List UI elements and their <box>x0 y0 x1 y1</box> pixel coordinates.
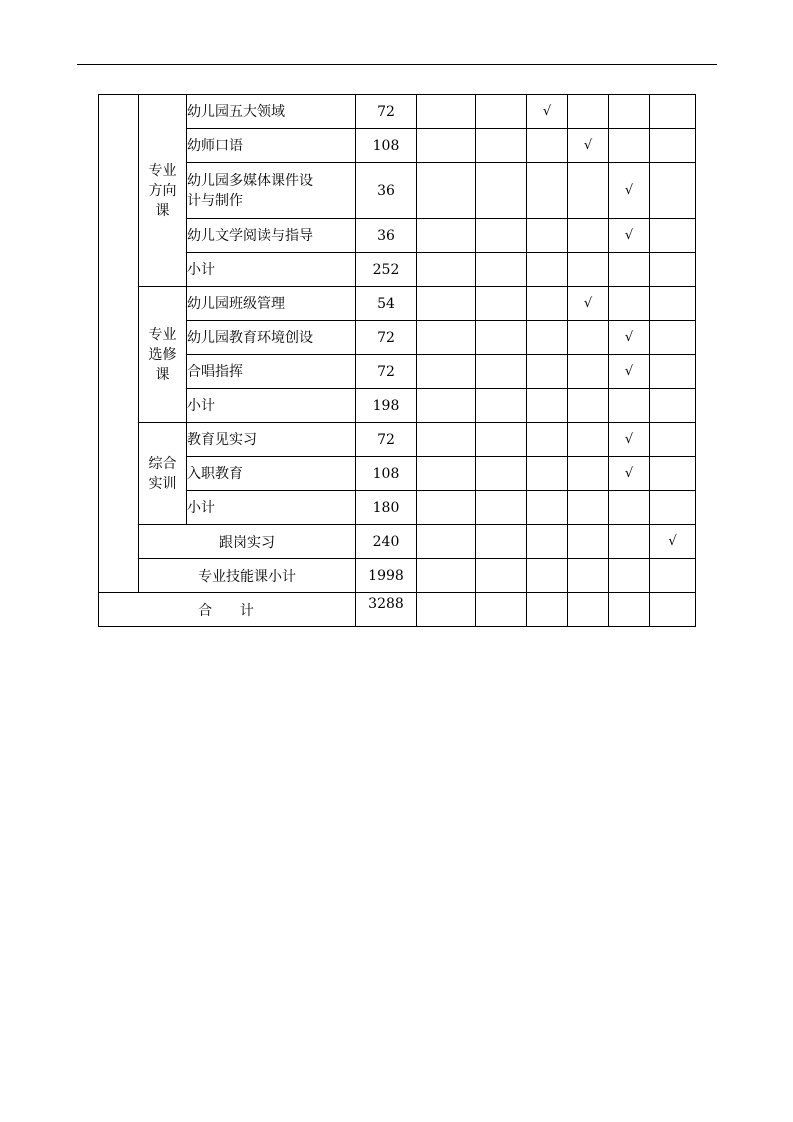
term-cell <box>568 423 609 457</box>
course-name: 入职教育 <box>187 457 356 491</box>
term-cell <box>650 491 696 525</box>
term-cell <box>568 219 609 253</box>
term-cell <box>568 95 609 129</box>
grand-total-label: 合 计 <box>99 593 356 627</box>
term-cell <box>417 423 476 457</box>
term-cell <box>609 389 650 423</box>
course-hours: 72 <box>356 355 417 389</box>
subtotal-label: 小计 <box>187 389 356 423</box>
term-cell <box>527 491 568 525</box>
course-hours: 108 <box>356 129 417 163</box>
term-cell <box>650 129 696 163</box>
term-cell <box>568 389 609 423</box>
term-cell <box>568 593 609 627</box>
skill-subtotal-label: 专业技能课小计 <box>139 559 356 593</box>
term-cell <box>609 219 650 253</box>
term-cell <box>650 593 696 627</box>
header-rule <box>77 64 717 65</box>
table-row <box>99 321 696 355</box>
term-cell <box>527 593 568 627</box>
grand-total-hours: 3288 <box>356 593 417 627</box>
term-cell <box>609 95 650 129</box>
term-cell <box>527 95 568 129</box>
term-cell <box>568 321 609 355</box>
table-row <box>99 253 696 287</box>
term-cell <box>609 163 650 219</box>
table-row <box>99 525 696 559</box>
term-cell <box>527 389 568 423</box>
term-cell <box>568 163 609 219</box>
term-cell <box>568 457 609 491</box>
group-practice: 综合 实训 <box>139 423 187 525</box>
term-cell <box>476 423 527 457</box>
group-direction: 专业 方向 课 <box>139 95 187 287</box>
term-cell <box>527 287 568 321</box>
check-mark: √ <box>668 534 677 549</box>
course-name: 教育见实习 <box>187 423 356 457</box>
course-name: 幼儿园五大领域 <box>187 95 356 129</box>
check-mark: √ <box>624 466 634 481</box>
term-cell <box>527 219 568 253</box>
term-cell <box>476 491 527 525</box>
course-hours: 252 <box>356 253 417 287</box>
term-cell <box>527 129 568 163</box>
internship-label: 跟岗实习 <box>139 525 356 559</box>
term-cell <box>650 525 696 559</box>
term-cell <box>476 95 527 129</box>
term-cell <box>609 253 650 287</box>
term-cell <box>650 559 696 593</box>
term-cell <box>609 491 650 525</box>
course-hours: 198 <box>356 389 417 423</box>
term-cell <box>417 559 476 593</box>
term-cell <box>417 253 476 287</box>
term-cell <box>476 219 527 253</box>
course-name: 幼儿园班级管理 <box>187 287 356 321</box>
course-hours: 54 <box>356 287 417 321</box>
course-name: 合唱指挥 <box>187 355 356 389</box>
course-hours: 72 <box>356 321 417 355</box>
check-mark: √ <box>624 183 634 198</box>
term-cell <box>527 355 568 389</box>
course-hours: 36 <box>356 163 417 219</box>
term-cell <box>476 287 527 321</box>
term-cell <box>650 95 696 129</box>
course-hours: 36 <box>356 219 417 253</box>
table-row <box>99 423 696 457</box>
table-row <box>99 355 696 389</box>
term-cell <box>609 525 650 559</box>
term-cell <box>650 163 696 219</box>
term-cell <box>476 457 527 491</box>
category-cell <box>99 95 139 593</box>
course-hours-table <box>98 94 696 627</box>
table-row <box>99 593 696 627</box>
table-row <box>99 389 696 423</box>
term-cell <box>650 321 696 355</box>
term-cell <box>650 423 696 457</box>
term-cell <box>417 593 476 627</box>
term-cell <box>650 389 696 423</box>
term-cell <box>476 525 527 559</box>
term-cell <box>650 457 696 491</box>
term-cell <box>417 525 476 559</box>
term-cell <box>650 219 696 253</box>
term-cell <box>476 253 527 287</box>
table-row <box>99 95 696 129</box>
table-row <box>99 457 696 491</box>
term-cell <box>527 559 568 593</box>
term-cell <box>527 457 568 491</box>
course-hours: 72 <box>356 423 417 457</box>
term-cell <box>476 559 527 593</box>
term-cell <box>568 253 609 287</box>
table-row <box>99 559 696 593</box>
term-cell <box>476 593 527 627</box>
course-hours: 1998 <box>356 559 417 593</box>
subtotal-label: 小计 <box>187 253 356 287</box>
course-name: 幼师口语 <box>187 129 356 163</box>
term-cell <box>417 95 476 129</box>
term-cell <box>568 491 609 525</box>
term-cell <box>609 593 650 627</box>
group-elective: 专业 选修 课 <box>139 287 187 423</box>
term-cell <box>527 321 568 355</box>
term-cell <box>417 129 476 163</box>
term-cell <box>568 287 609 321</box>
term-cell <box>417 219 476 253</box>
term-cell <box>527 163 568 219</box>
term-cell <box>417 491 476 525</box>
subtotal-label: 小计 <box>187 491 356 525</box>
table-row <box>99 129 696 163</box>
term-cell <box>417 163 476 219</box>
check-mark: √ <box>542 104 552 119</box>
term-cell <box>568 355 609 389</box>
course-name: 幼儿文学阅读与指导 <box>187 219 356 253</box>
term-cell <box>609 321 650 355</box>
course-name: 幼儿园教育环境创设 <box>187 321 356 355</box>
table-row <box>99 491 696 525</box>
course-hours: 180 <box>356 491 417 525</box>
term-cell <box>417 457 476 491</box>
check-mark: √ <box>624 330 634 345</box>
term-cell <box>609 129 650 163</box>
table-row <box>99 287 696 321</box>
course-hours: 72 <box>356 95 417 129</box>
term-cell <box>609 287 650 321</box>
check-mark: √ <box>624 228 634 243</box>
course-hours: 108 <box>356 457 417 491</box>
course-hours: 240 <box>356 525 417 559</box>
term-cell <box>568 525 609 559</box>
term-cell <box>527 525 568 559</box>
term-cell <box>650 253 696 287</box>
term-cell <box>609 355 650 389</box>
term-cell <box>527 253 568 287</box>
term-cell <box>527 423 568 457</box>
term-cell <box>417 389 476 423</box>
term-cell <box>650 287 696 321</box>
table-row <box>99 163 696 219</box>
term-cell <box>609 457 650 491</box>
term-cell <box>417 355 476 389</box>
term-cell <box>476 389 527 423</box>
term-cell <box>568 129 609 163</box>
term-cell <box>476 129 527 163</box>
term-cell <box>568 559 609 593</box>
term-cell <box>609 423 650 457</box>
term-cell <box>650 355 696 389</box>
term-cell <box>417 321 476 355</box>
term-cell <box>417 287 476 321</box>
term-cell <box>609 559 650 593</box>
course-name: 幼儿园多媒体课件设 计与制作 <box>187 163 356 219</box>
check-mark: √ <box>624 432 634 447</box>
term-cell <box>476 163 527 219</box>
check-mark: √ <box>624 364 634 379</box>
term-cell <box>476 321 527 355</box>
check-mark: √ <box>583 296 593 311</box>
check-mark: √ <box>583 138 593 153</box>
table-row <box>99 219 696 253</box>
term-cell <box>476 355 527 389</box>
